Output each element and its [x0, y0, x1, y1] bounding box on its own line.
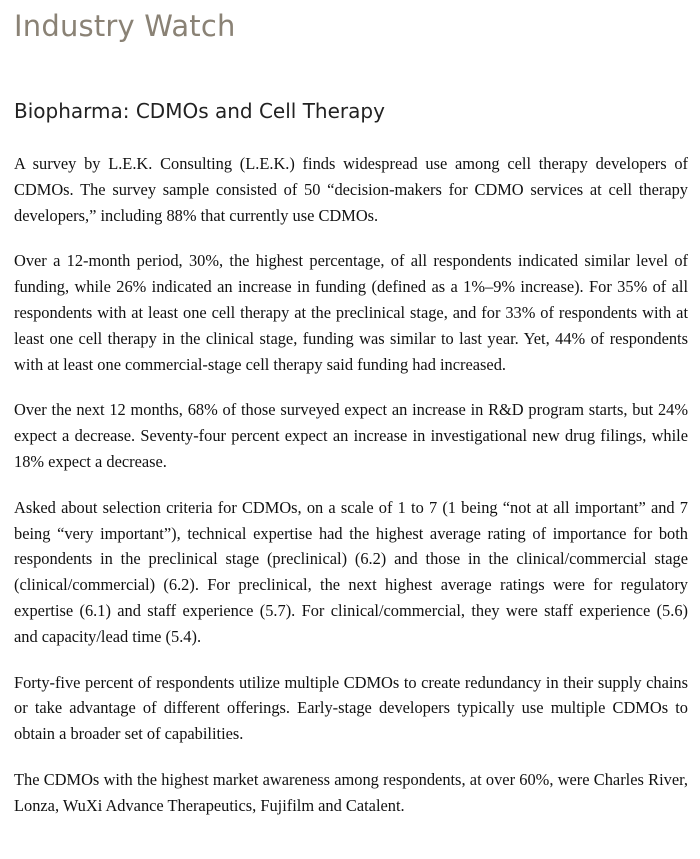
- paragraph-outlook: Over the next 12 months, 68% of those surveyed expect an increase in R&D program starts, but 24% expect a decrease. Seventy-four percent expect an increase in investigational new drug filings, while 18% expect a decrease.: [14, 400, 688, 471]
- article-title: Biopharma: CDMOs and Cell Therapy: [14, 99, 385, 123]
- paragraph-multiple-cdmos: Forty-five percent of respondents utilize multiple CDMOs to create redundancy in their supply chains or take advantage of different offerings. Early-stage developers typically use multiple CDMOs to obtain a broader set of capabilities.: [14, 672, 688, 744]
- article-body: [14, 151, 688, 839]
- section-title: Industry Watch: [14, 9, 236, 43]
- paragraph-market-awareness: The CDMOs with the highest market awareness among respondents, at over 60%, were Charles River, Lonza, WuXi Advance Therapeutics, Fujifilm and Catalent.: [14, 769, 688, 815]
- paragraph-selection-criteria: Asked about selection criteria for CDMOs, on a scale of 1 to 7 (1 being “not at all important” and 7 being “very important”), technical expertise had the highest average rating of importance for both respondents in the preclinical stage (preclinical) (6.2) and those in the clinical/commercial stage (clinical/commercial) (6.2). For preclinical, the next highest average ratings were for regulatory expertise (6.1) and staff experience (5.7). For clinical/commercial, they were staff experience (5.6) and capacity/lead time (5.4).: [14, 497, 688, 646]
- paragraph-survey-intro: A survey by L.E.K. Consulting (L.E.K.) finds widespread use among cell therapy developers of CDMOs. The survey sample consisted of 50 “decision-makers for CDMO services at cell therapy developers,” including 88% that currently use CDMOs.: [14, 154, 688, 225]
- paragraph-funding: Over a 12-month period, 30%, the highest percentage, of all respondents indicated similar level of funding, while 26% indicated an increase in funding (defined as a 1%–9% increase). For 35% of all respondents with at least one cell therapy at the preclinical stage, and for 33% of respondents with at least one cell therapy in the clinical stage, funding was similar to last year. Yet, 44% of respondents with at least one commercial-stage cell therapy said funding had increased.: [14, 251, 688, 374]
